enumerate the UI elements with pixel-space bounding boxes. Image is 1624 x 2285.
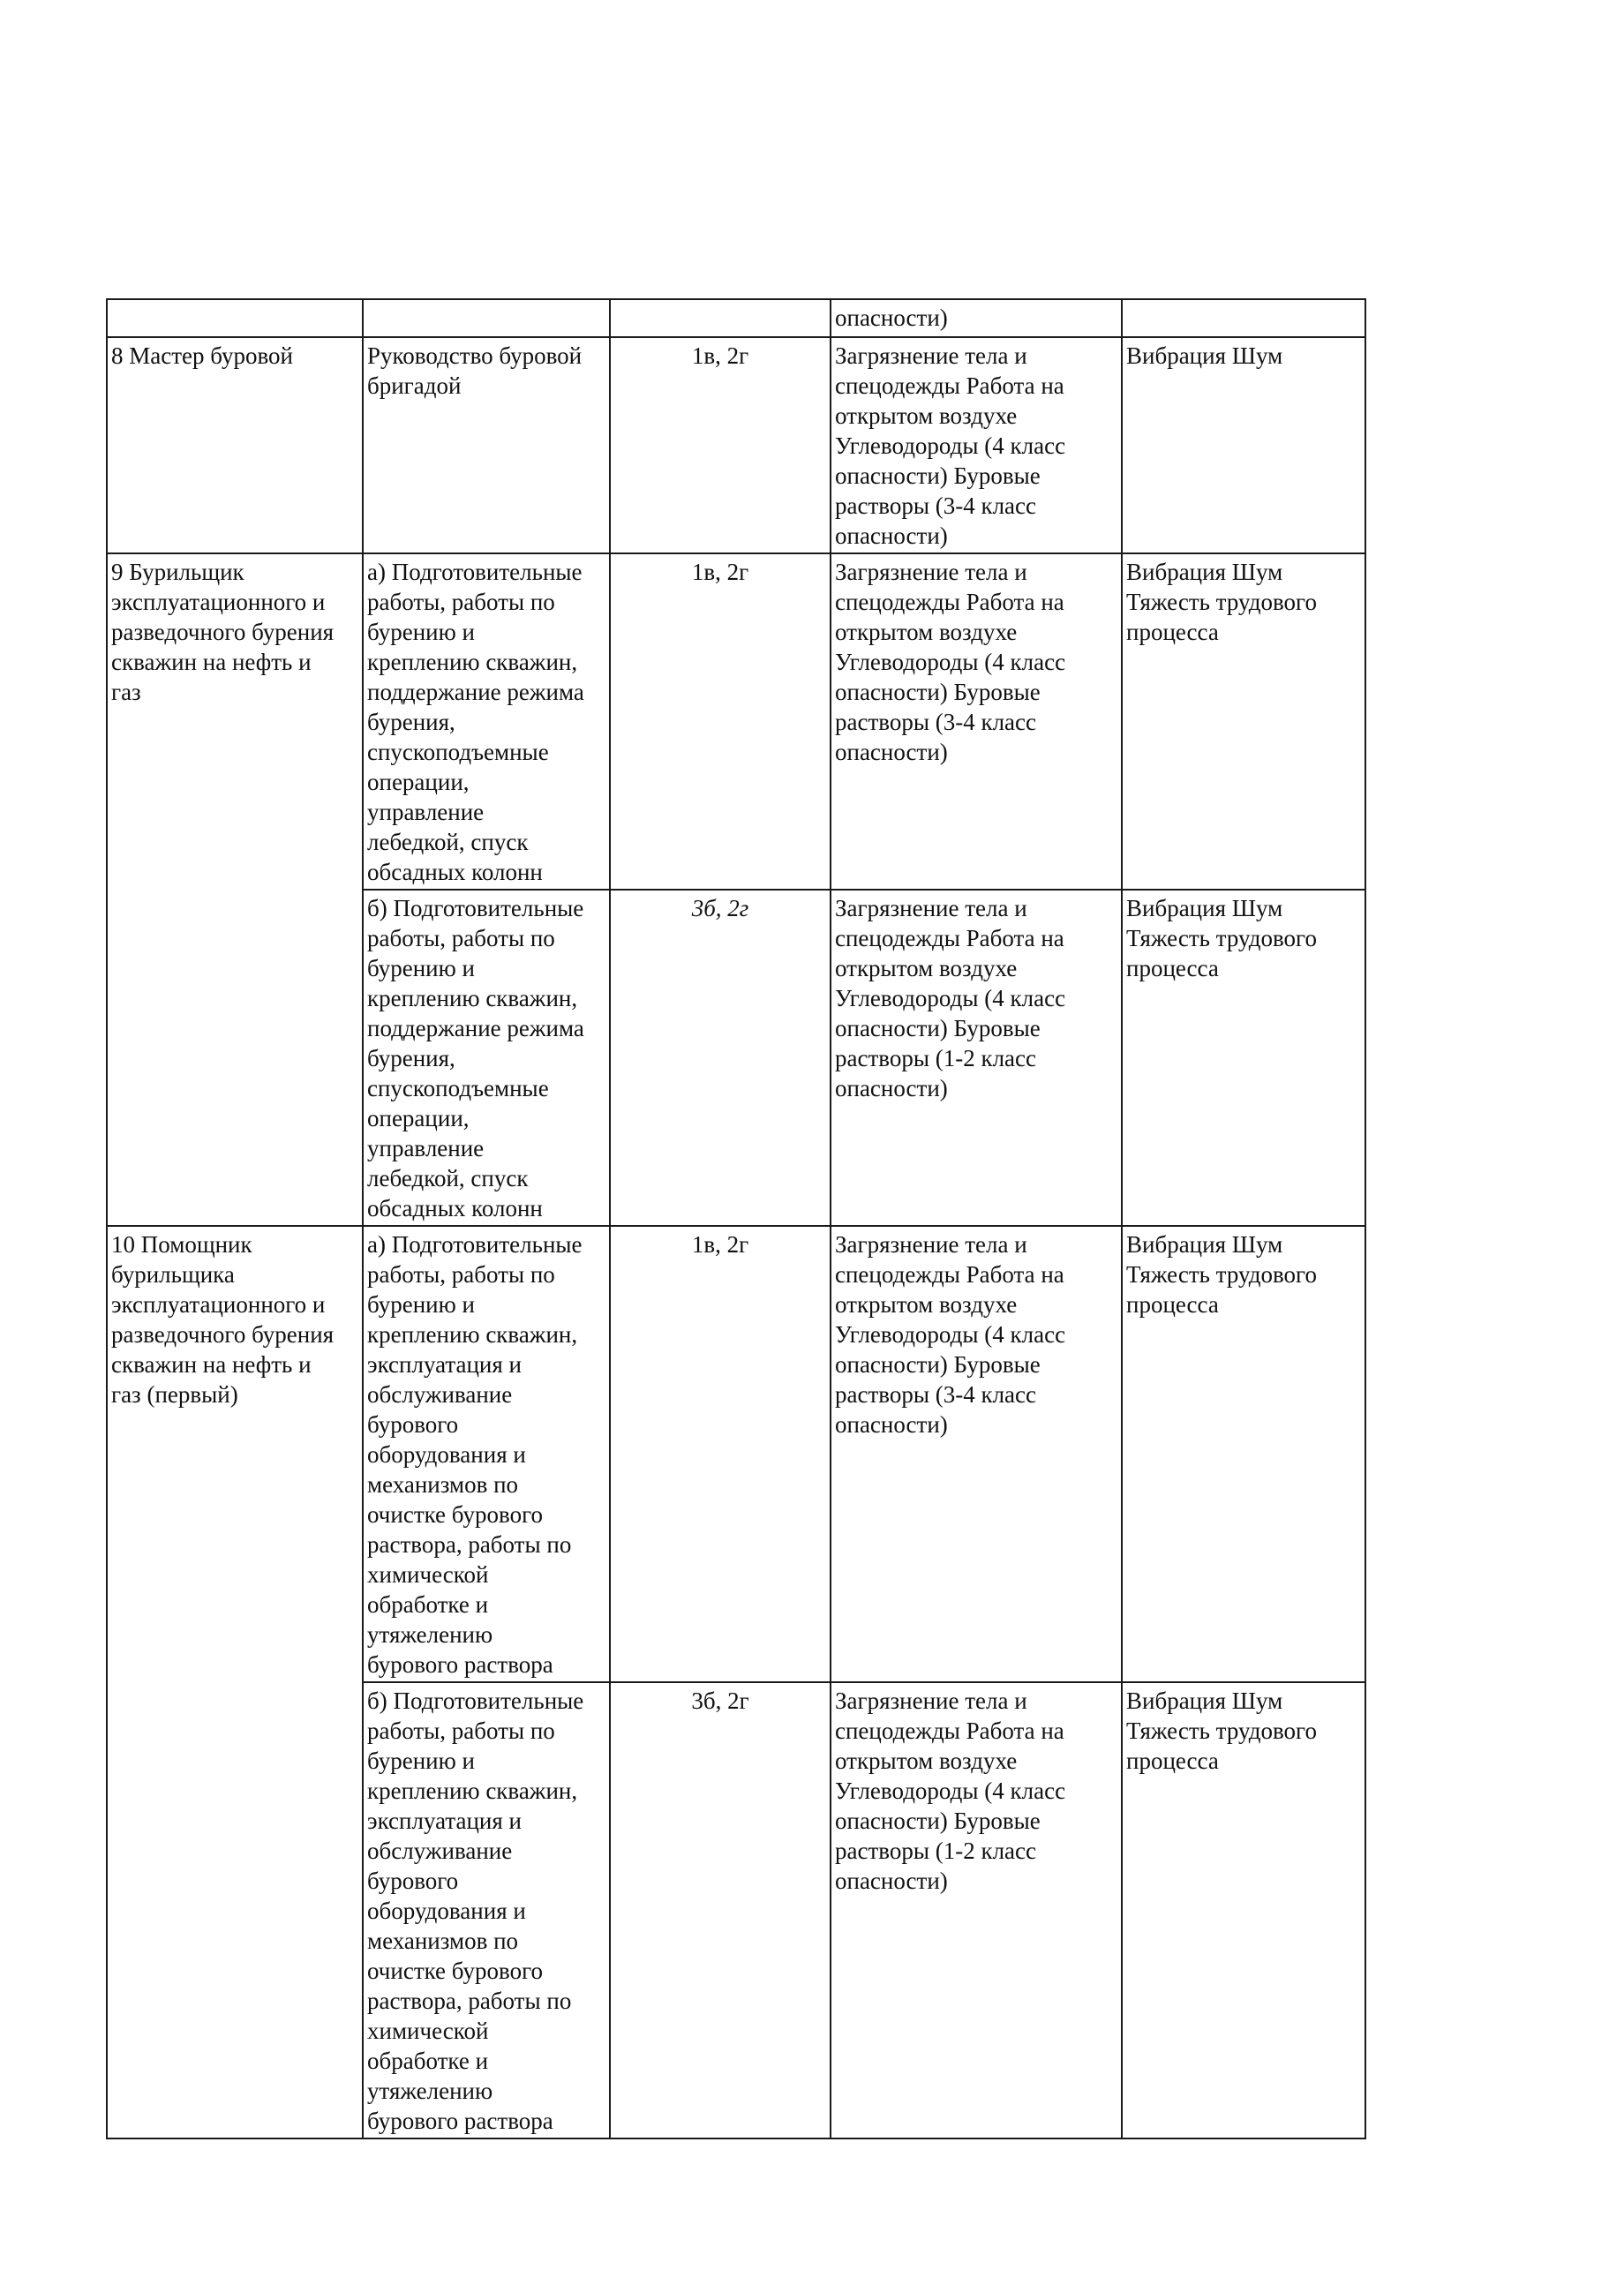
hazard-factors-text: Загрязнение тела и спецодежды Работа на открытом воздухе Углеводороды (4 класс опасности) Буровые растворы (1-2 класс опасности) bbox=[835, 1687, 1066, 1894]
work-description-text: б) Подготовительные работы, работы по бурению и креплению скважин, поддержание режима бурения, спускоподъемные операции, управление лебедкой, спуск обсадных колонн bbox=[367, 895, 584, 1221]
profession-cell bbox=[107, 337, 363, 553]
classes-cell bbox=[610, 1682, 831, 2138]
table-cell bbox=[610, 299, 831, 337]
other-cell bbox=[1122, 337, 1365, 553]
hazard-factors-text: Загрязнение тела и спецодежды Работа на открытом воздухе Углеводороды (4 класс опасности) Буровые растворы (1-2 класс опасности) bbox=[835, 895, 1066, 1101]
profession-text: 8 Мастер буровой bbox=[111, 342, 293, 369]
other-cell bbox=[1122, 890, 1365, 1226]
work-cell bbox=[363, 553, 610, 890]
class-codes-text: 1в, 2г bbox=[691, 1231, 749, 1258]
work-description-text: а) Подготовительные работы, работы по бурению и креплению скважин, поддержание режима бурения, спускоподъемные операции, управление лебедкой, спуск обсадных колонн bbox=[367, 559, 584, 885]
factors-cell bbox=[831, 553, 1122, 890]
profession-cell bbox=[107, 553, 363, 1226]
class-codes-text: 1в, 2г bbox=[691, 342, 749, 369]
table-row bbox=[107, 337, 1365, 553]
profession-text: 10 Помощник бурильщика эксплуатационного и разведочного бурения скважин на нефть и газ (первый) bbox=[111, 1231, 335, 1408]
classes-cell bbox=[610, 890, 831, 1226]
hazard-factors-text: опасности) bbox=[835, 304, 948, 331]
table-cell bbox=[363, 299, 610, 337]
factors-cell bbox=[831, 1682, 1122, 2138]
table-row bbox=[107, 553, 1365, 890]
work-description-text: б) Подготовительные работы, работы по бурению и креплению скважин, эксплуатация и обслуживание бурового оборудования и механизмов по очистке бурового раствора, работы по химической обработке и утяжелению бурового раствора bbox=[367, 1687, 584, 2134]
factors-cell bbox=[831, 337, 1122, 553]
factors-cell bbox=[831, 1226, 1122, 1682]
work-cell bbox=[363, 890, 610, 1226]
table-row bbox=[107, 1226, 1365, 1682]
other-factors-text: Вибрация Шум Тяжесть трудового процесса bbox=[1126, 1687, 1317, 1774]
table-cell bbox=[1122, 299, 1365, 337]
other-factors-text: Вибрация Шум Тяжесть трудового процесса bbox=[1126, 1231, 1317, 1318]
work-cell bbox=[363, 1226, 610, 1682]
other-factors-text: Вибрация Шум Тяжесть трудового процесса bbox=[1126, 559, 1317, 645]
class-codes-text: 3б, 2г bbox=[691, 1687, 749, 1714]
factors-cell bbox=[831, 890, 1122, 1226]
classes-cell bbox=[610, 337, 831, 553]
other-cell bbox=[1122, 1226, 1365, 1682]
hazard-factors-text: Загрязнение тела и спецодежды Работа на открытом воздухе Углеводороды (4 класс опасности) Буровые растворы (3-4 класс опасности) bbox=[835, 342, 1066, 549]
profession-cell bbox=[107, 1226, 363, 2138]
table-row bbox=[107, 299, 1365, 337]
hazard-table bbox=[106, 298, 1366, 2139]
table-cell bbox=[107, 299, 363, 337]
profession-text: 9 Бурильщик эксплуатационного и разведочного бурения скважин на нефть и газ bbox=[111, 559, 335, 705]
other-factors-text: Вибрация Шум Тяжесть трудового процесса bbox=[1126, 895, 1317, 981]
hazard-factors-text: Загрязнение тела и спецодежды Работа на открытом воздухе Углеводороды (4 класс опасности) Буровые растворы (3-4 класс опасности) bbox=[835, 559, 1066, 765]
other-cell bbox=[1122, 1682, 1365, 2138]
class-codes-text: 3б, 2г bbox=[691, 895, 749, 921]
classes-cell bbox=[610, 553, 831, 890]
classes-cell bbox=[610, 1226, 831, 1682]
work-description-text: Руководство буровой бригадой bbox=[367, 342, 583, 399]
work-description-text: а) Подготовительные работы, работы по бурению и креплению скважин, эксплуатация и обслуживание бурового оборудования и механизмов по очистке бурового раствора, работы по химической обработке и утяжелению бурового раствора bbox=[367, 1231, 583, 1678]
table-cell bbox=[831, 299, 1122, 337]
other-cell bbox=[1122, 553, 1365, 890]
work-cell bbox=[363, 337, 610, 553]
other-factors-text: Вибрация Шум bbox=[1126, 342, 1283, 369]
hazard-factors-text: Загрязнение тела и спецодежды Работа на открытом воздухе Углеводороды (4 класс опасности) Буровые растворы (3-4 класс опасности) bbox=[835, 1231, 1066, 1438]
work-cell bbox=[363, 1682, 610, 2138]
class-codes-text: 1в, 2г bbox=[691, 559, 749, 585]
